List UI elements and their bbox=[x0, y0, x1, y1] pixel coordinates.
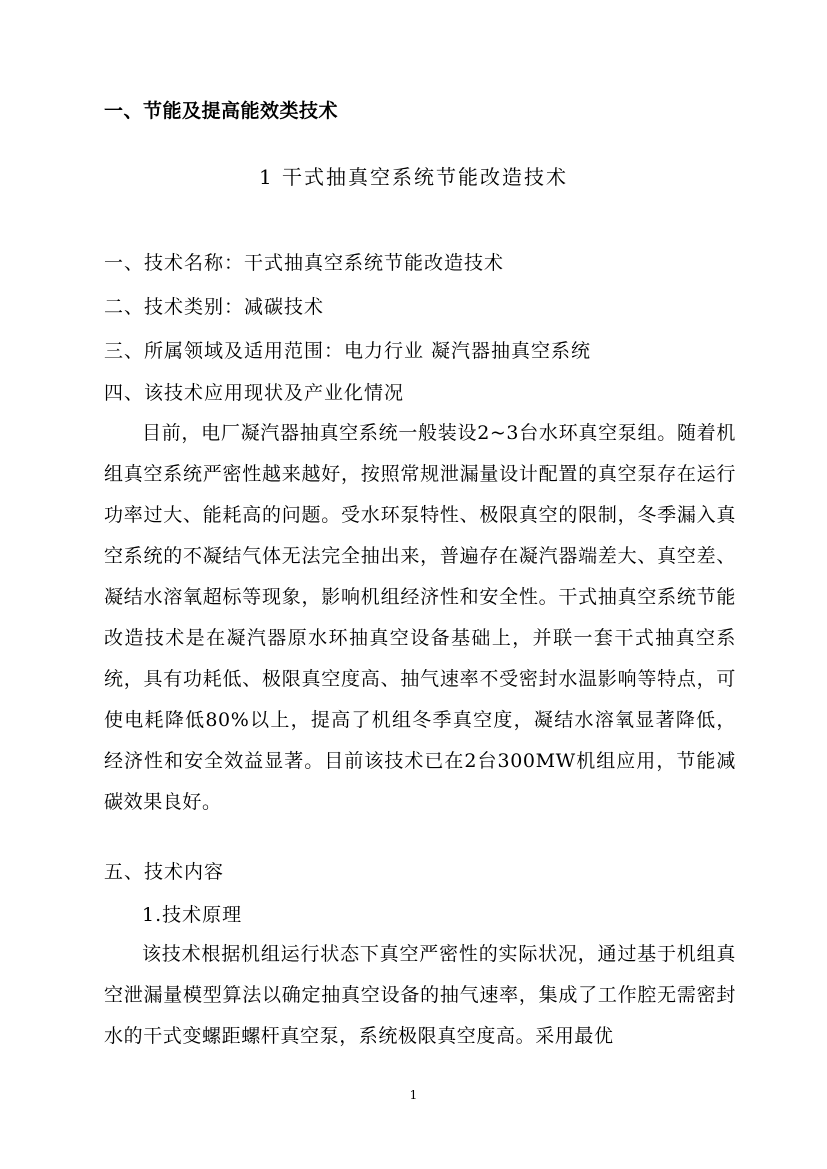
tech-category-line: 二、技术类别：减碳技术 bbox=[104, 296, 325, 318]
scope-line: 三、所属领域及适用范围：电力行业 凝汽器抽真空系统 bbox=[104, 340, 592, 362]
document-title: 1 干式抽真空系统节能改造技术 bbox=[258, 165, 569, 189]
tech-name-line: 一、技术名称：干式抽真空系统节能改造技术 bbox=[104, 252, 505, 274]
page-number: 1 bbox=[409, 1088, 418, 1102]
principle-subheading: 1.技术原理 bbox=[142, 904, 243, 926]
principle-paragraph: 该技术根据机组运行状态下真空严密性的实际状况，通过基于机组真空泄漏量模型算法以确定抽真空设备的抽气速率，集成了工作腔无需密封水的干式变螺距螺杆真空泵，系统极限真空度高。采用最优 bbox=[104, 943, 736, 1047]
content-heading: 五、技术内容 bbox=[104, 861, 225, 883]
status-paragraph: 目前，电厂凝汽器抽真空系统一般装设2~3台水环真空泵组。随着机组真空系统严密性越来越好，按照常规泄漏量设计配置的真空泵存在运行功率过大、能耗高的问题。受水环泵特性、极限真空的限制，冬季漏入真空系统的不凝结气体无法完全抽出来，普遍存在凝汽器端差大、真空差、凝结水溶氧超标等现象，影响机组经济性和安全性。干式抽真空系统节能改造技术是在凝汽器原水环抽真空设备基础上，并联一套干式抽真空系统，具有功耗低、极限真空度高、抽气速率不受密封水温影响等特点，可使电耗降低80%以上，提高了机组冬季真空度，凝结水溶氧显著降低，经济性和安全效益显著。目前该技术已在2台300MW机组应用，节能减碳效果良好。 bbox=[104, 422, 736, 813]
status-heading: 四、该技术应用现状及产业化情况 bbox=[104, 382, 405, 404]
section-heading: 一、节能及提高能效类技术 bbox=[104, 100, 339, 122]
